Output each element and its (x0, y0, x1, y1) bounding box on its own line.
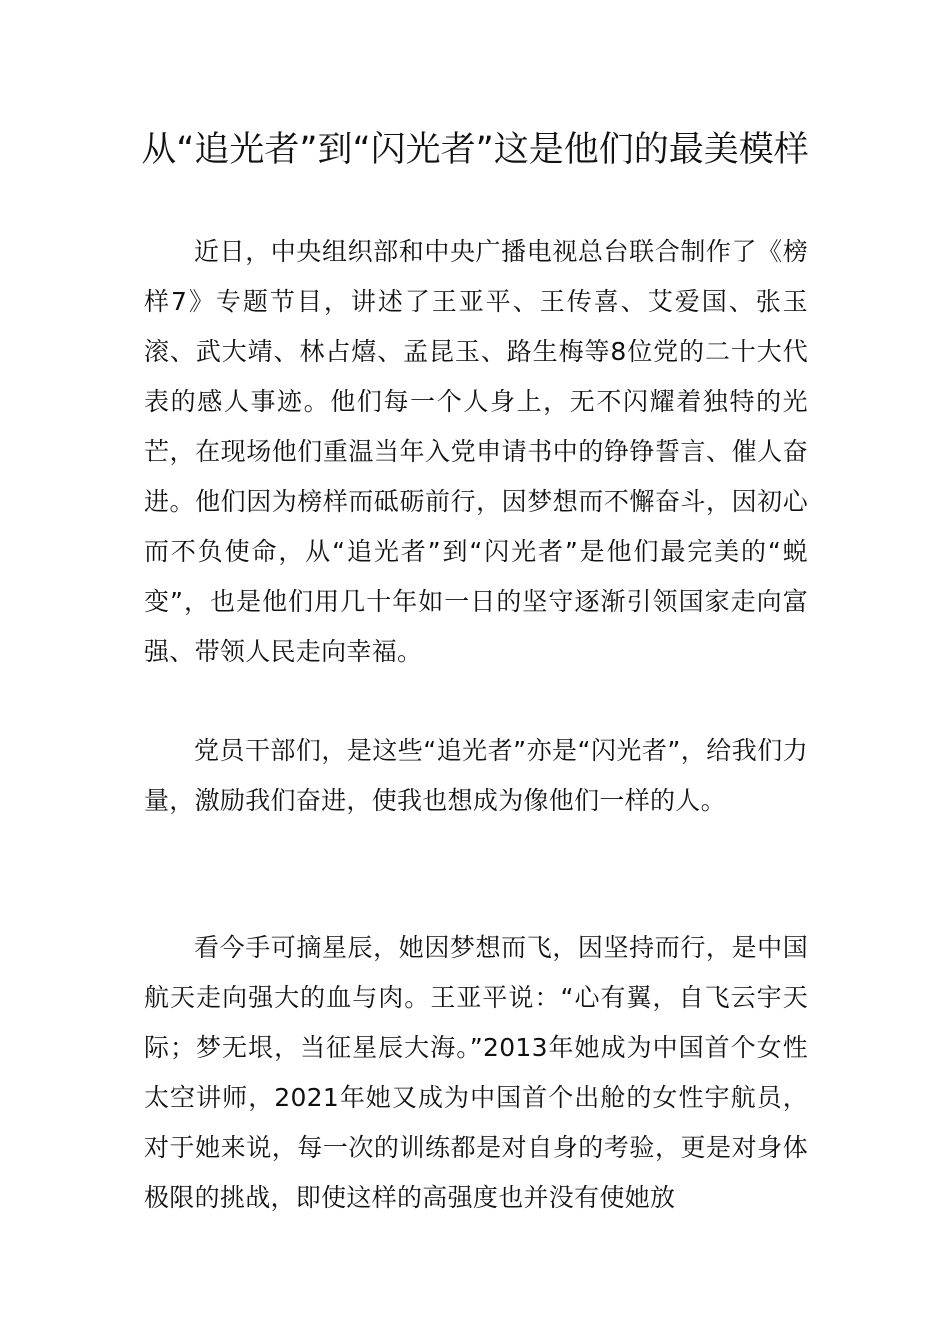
paragraph-wang-yaping: 看今手可摘星辰，她因梦想而飞，因坚持而行，是中国航天走向强大的血与肉。王亚平说：“心有翼，自飞云宇天际；梦无垠，当征星辰大海。”2013年她成为中国首个女性太空讲师，2021年她又成为中国首个出舱的女性宇航员，对于她来说，每一次的训练都是对自身的考验，更是对身体极限的挑战，即使这样的高强度也并没有使她放 (144, 933, 808, 1212)
document-title: 从“追光者”到“闪光者”这是他们的最美模样 (141, 130, 809, 170)
paragraph-intro: 近日，中央组织部和中央广播电视总台联合制作了《榜样7》专题节目，讲述了王亚平、王传喜、艾爱国、张玉滚、武大靖、林占熺、孟昆玉、路生梅等8位党的二十大代表的感人事迹。他们每一个人身上，无不闪耀着独特的光芒，在现场他们重温当年入党申请书中的铮铮誓言、催人奋进。他们因为榜样而砥砺前行，因梦想而不懈奋斗，因初心而不负使命，从“追光者”到“闪光者”是他们最完美的“蜕变”，也是他们用几十年如一日的坚守逐渐引领国家走向富强、带领人民走向幸福。 (144, 237, 808, 666)
paragraph-inspiration: 党员干部们，是这些“追光者”亦是“闪光者”，给我们力量，激励我们奋进，使我也想成为像他们一样的人。 (144, 736, 808, 815)
